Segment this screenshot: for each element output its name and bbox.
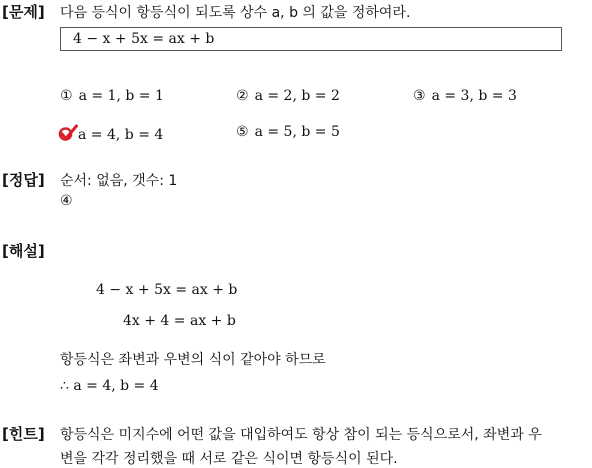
hint-line-1: 항등식은 미지수에 어떤 값을 대입하여도 항상 참이 되는 등식으로서, 좌변과 우 <box>60 427 542 443</box>
choice-1-number: ① <box>60 88 73 104</box>
explanation-equation-1: 4 − x + 5x = ax + b <box>96 282 238 298</box>
choice-2[interactable] <box>236 88 340 104</box>
checkmark-icon <box>58 124 78 142</box>
choice-3-text: a = 3, b = 3 <box>431 88 517 104</box>
choice-5-text: a = 5, b = 5 <box>254 124 340 140</box>
hint-line-2: 변을 각각 정리했을 때 서로 같은 식이면 항등식이 된다. <box>60 451 398 467</box>
explanation-equation-2: 4x + 4 = ax + b <box>123 313 236 329</box>
choice-5[interactable] <box>236 124 340 140</box>
choice-2-number: ② <box>236 88 249 104</box>
answer-value: ④ <box>60 193 73 209</box>
problem-question: 다음 등식이 항등식이 되도록 상수 a, b 의 값을 정하여라. <box>60 5 411 21</box>
equation-box <box>60 27 562 51</box>
explanation-conclusion: ∴ a = 4, b = 4 <box>60 378 159 394</box>
problem-equation: 4 − x + 5x = ax + b <box>73 31 215 47</box>
explanation-text: 항등식은 좌변과 우변의 식이 같아야 하므로 <box>60 352 326 368</box>
choice-1[interactable] <box>60 88 164 104</box>
explanation-label: [해설] <box>2 242 45 260</box>
answer-line: 순서: 없음, 갯수: 1 <box>60 173 178 189</box>
choice-3-number: ③ <box>413 88 426 104</box>
choice-5-number: ⑤ <box>236 124 249 140</box>
choice-2-text: a = 2, b = 2 <box>254 88 340 104</box>
choice-4[interactable] <box>58 124 163 143</box>
hint-label: [힌트] <box>2 425 45 443</box>
choice-4-text: a = 4, b = 4 <box>78 127 164 143</box>
problem-label: [문제] <box>2 3 45 21</box>
choice-3[interactable] <box>413 88 517 104</box>
choice-1-text: a = 1, b = 1 <box>78 88 164 104</box>
answer-label: [정답] <box>2 171 45 189</box>
